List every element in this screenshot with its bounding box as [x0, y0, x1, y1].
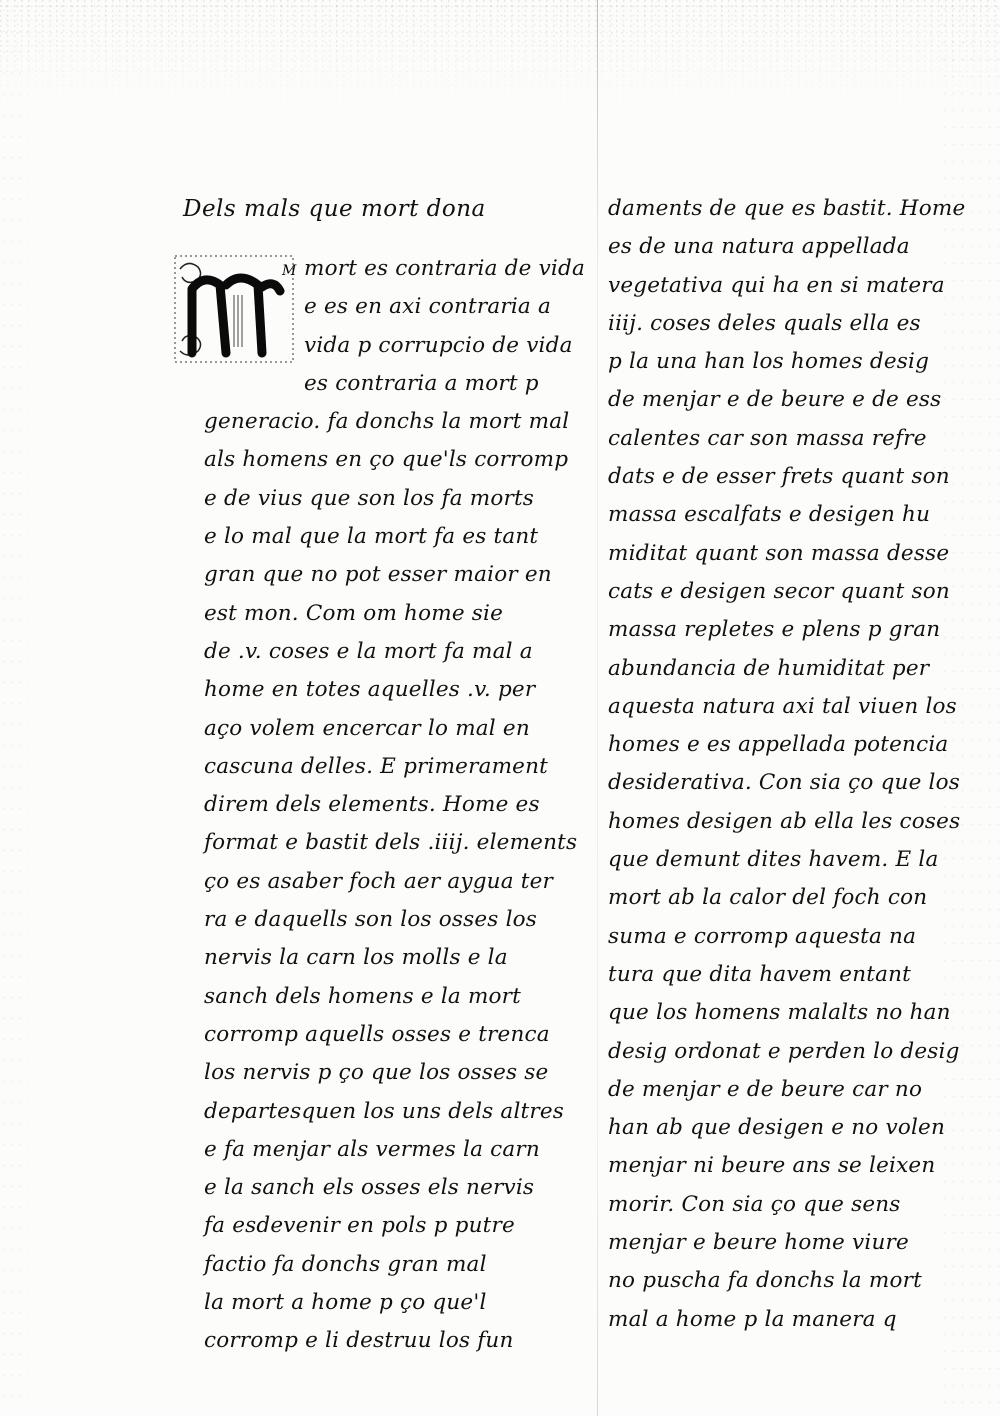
text-line: cats e desigen secor quant son: [608, 578, 950, 604]
text-line: mort ab la calor del foch con: [608, 885, 928, 911]
text-line: es de una natura appellada: [608, 234, 910, 260]
text-line: menjar ni beure ans se leixen: [608, 1153, 936, 1179]
text-line: format e bastit dels .iiij. elements: [204, 830, 578, 856]
text-line: direm dels elements. Home es: [204, 792, 540, 818]
text-line: daments de que es bastit. Home: [608, 196, 966, 221]
text-line: homes e es appellada potencia: [608, 732, 949, 758]
text-line: departesquen los uns dels altres: [204, 1098, 565, 1124]
text-line: e la sanch els osses els nervis: [204, 1175, 535, 1201]
text-line: corromp aquells osses e trenca: [204, 1021, 550, 1047]
text-line: dats e de esser frets quant son: [608, 464, 950, 490]
text-line: de .v. coses e la mort fa mal a: [204, 638, 533, 664]
text-line: iiij. coses deles quals ella es: [608, 310, 921, 336]
rubric-heading: [183, 196, 486, 222]
text-line: de menjar e de beure car no: [608, 1076, 923, 1102]
text-line: menjar e beure home viure: [608, 1230, 909, 1256]
text-line: mal a home p la manera q: [608, 1306, 897, 1332]
text-line: desig ordonat e perden lo desig: [608, 1038, 960, 1064]
text-line: han ab que desigen e no volen: [608, 1115, 946, 1141]
text-line: miditat quant son massa desse: [608, 540, 950, 566]
text-line: e es en axi contraria a: [304, 294, 551, 320]
text-column-left: [174, 250, 585, 1361]
text-line: fa esdevenir en pols p putre: [204, 1213, 515, 1239]
text-line: vida p corrupcio de vida: [304, 332, 573, 358]
text-line: est mon. Com om home sie: [204, 600, 504, 626]
text-line: vegetativa qui ha en si matera: [608, 272, 945, 298]
text-line: e de vius que son los fa morts: [204, 485, 535, 511]
text-line: gran que no pot esser maior en: [204, 562, 552, 588]
text-line: ra e daquells son los osses los: [204, 907, 538, 933]
text-line: morir. Con sia ço que sens: [608, 1191, 901, 1217]
scan-noise-left: [0, 0, 28, 1416]
text-line: los nervis p ço que los osses se: [204, 1060, 549, 1086]
text-line: corromp e li destruu los fun: [204, 1328, 514, 1354]
text-line: de menjar e de beure e de ess: [608, 387, 942, 413]
text-line: sanch dels homens e la mort: [204, 983, 522, 1009]
page-fold-line: [597, 0, 598, 1416]
rubric-heading-text: Dels mals que mort dona: [183, 196, 486, 222]
text-line: e fa menjar als vermes la carn: [204, 1136, 540, 1162]
initial-guide-letter: M: [282, 263, 297, 279]
text-line: als homens en ço que'ls corromp: [204, 447, 569, 473]
text-line: generacio. fa donchs la mort mal: [204, 409, 570, 435]
text-line: abundancia de humiditat per: [608, 655, 930, 681]
text-line: massa repletes e plens p gran: [608, 617, 941, 643]
text-line: desiderativa. Con sia ço que los: [608, 770, 961, 796]
text-line: que los homens malalts no han: [608, 1000, 951, 1026]
text-line: la mort a home p ço que'l: [204, 1290, 487, 1316]
text-line: ço es asaber foch aer aygua ter: [204, 868, 554, 894]
text-line: suma e corromp aquesta na: [608, 923, 917, 949]
text-line: es contraria a mort p: [304, 370, 539, 396]
text-line: nervis la carn los molls e la: [204, 945, 508, 971]
text-line: factio fa donchs gran mal: [204, 1251, 487, 1277]
text-line: home en totes aquelles .v. per: [204, 677, 536, 703]
text-line: aço volem encercar lo mal en: [204, 715, 530, 741]
scan-noise-top: [0, 0, 1000, 110]
text-line: e lo mal que la mort fa es tant: [204, 524, 539, 550]
text-line: cascuna delles. E primerament: [204, 753, 548, 779]
text-column-right: [608, 190, 966, 1339]
text-line: tura que dita havem entant: [608, 961, 911, 987]
text-line: homes desigen ab ella les coses: [608, 808, 961, 834]
text-line: mort es contraria de vida: [304, 256, 585, 281]
text-line: massa escalfats e desigen hu: [608, 502, 931, 528]
text-line: aquesta natura axi tal viuen los: [608, 693, 957, 719]
text-line: no puscha fa donchs la mort: [608, 1268, 922, 1294]
text-line: p la una han los homes desig: [608, 349, 930, 375]
text-line: calentes car son massa refre: [608, 425, 927, 451]
text-line: que demunt dites havem. E la: [608, 847, 939, 873]
